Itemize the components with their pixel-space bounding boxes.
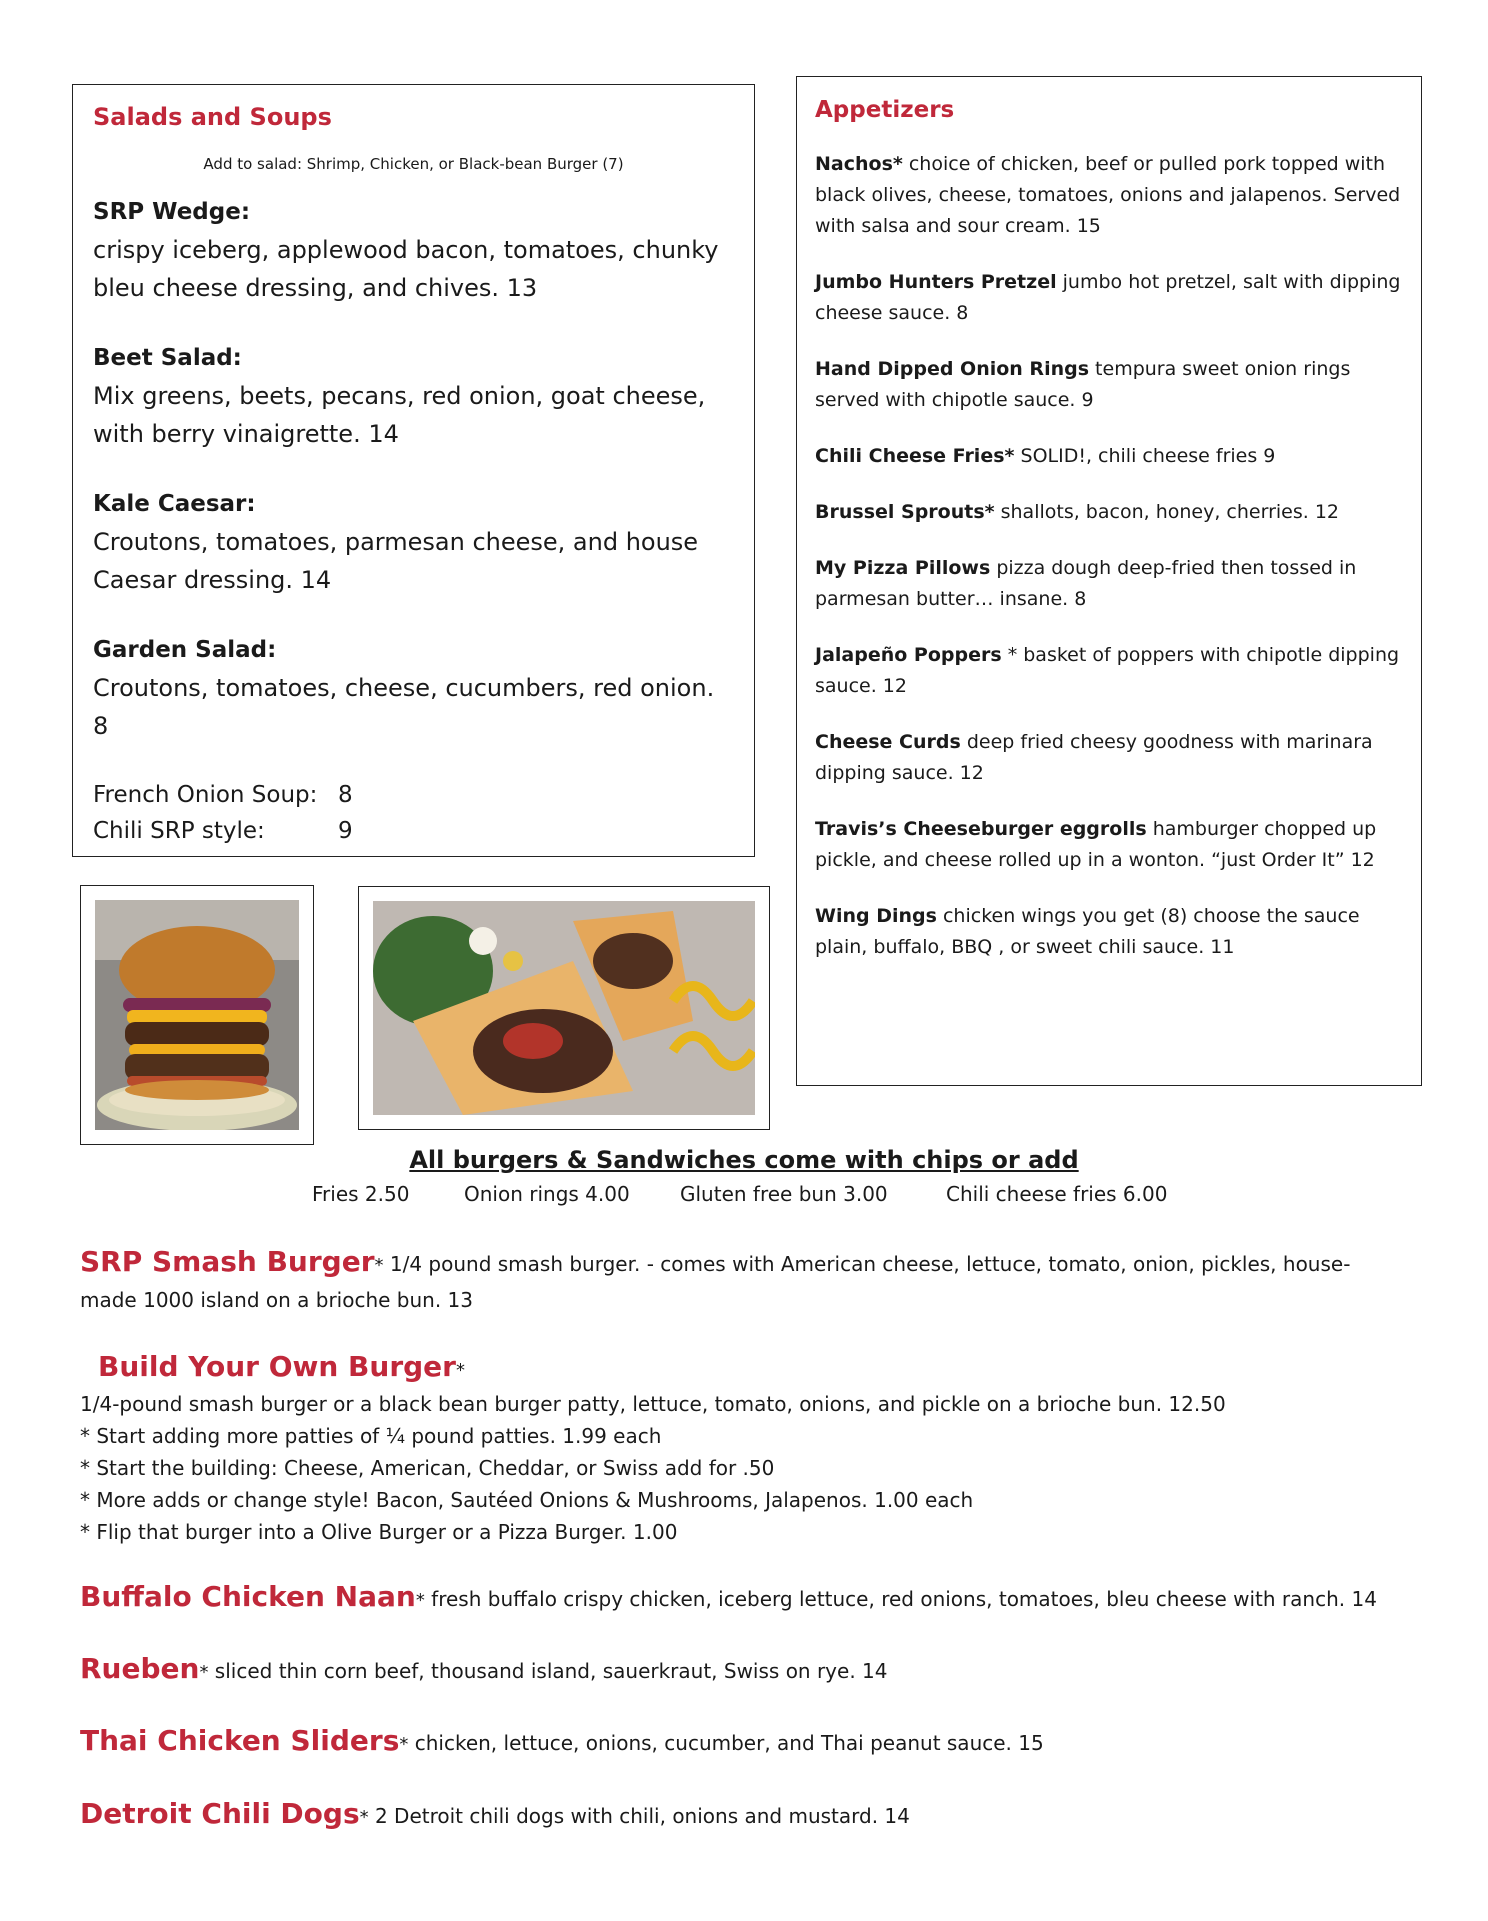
- entree-name: Buffalo Chicken Naan: [80, 1580, 416, 1613]
- entree-star: *: [374, 1255, 384, 1276]
- appetizer-name: Brussel Sprouts*: [815, 501, 995, 523]
- appetizer-item: [815, 640, 1403, 702]
- appetizer-desc: choice of chicken, beef or pulled pork topped with black olives, cheese, tomatoes, onions and jalapenos. Served with salsa and sour cream. 15: [815, 153, 1401, 237]
- eggroll-photo-image: [373, 901, 755, 1115]
- entree-star: *: [399, 1734, 409, 1755]
- appetizer-item: [815, 441, 1403, 472]
- sides-heading: All burgers & Sandwiches come with chips or add: [409, 1146, 1079, 1174]
- entree-star: *: [455, 1360, 465, 1381]
- burger-photo: [80, 885, 314, 1145]
- entree-name: SRP Smash Burger: [80, 1245, 375, 1278]
- appetizer-name: Travis’s Cheeseburger eggrolls: [815, 818, 1147, 840]
- salad-desc: Croutons, tomatoes, parmesan cheese, and house Caesar dressing. 14: [93, 528, 699, 594]
- salad-name: SRP Wedge:: [93, 199, 251, 225]
- appetizer-desc: * basket of poppers with chipotle dipping sauce. 12: [815, 644, 1400, 697]
- side-option: Fries 2.50: [312, 1182, 410, 1206]
- appetizers-section: [796, 76, 1422, 1086]
- entree-star: *: [415, 1590, 425, 1611]
- salad-name: Garden Salad:: [93, 637, 277, 663]
- entree-desc: 1/4 pound smash burger. - comes with American cheese, lettuce, tomato, onion, pickles, house-made 1000 island on a brioche bun. 13: [80, 1252, 1351, 1312]
- appetizer-name: Jumbo Hunters Pretzel: [815, 271, 1057, 293]
- salad-desc: Croutons, tomatoes, cheese, cucumbers, red onion. 8: [93, 674, 715, 740]
- appetizer-item: [815, 901, 1403, 963]
- appetizer-item: [815, 354, 1403, 416]
- byo-line: * Flip that burger into a Olive Burger or a Pizza Burger. 1.00: [80, 1520, 678, 1544]
- appetizer-item: [815, 497, 1403, 528]
- salad-item: [93, 631, 734, 745]
- salad-desc: crispy iceberg, applewood bacon, tomatoes, chunky bleu cheese dressing, and chives. 13: [93, 236, 719, 302]
- appetizer-name: Hand Dipped Onion Rings: [815, 358, 1090, 380]
- appetizer-name: Cheese Curds: [815, 731, 961, 753]
- entree-star: *: [359, 1807, 369, 1828]
- salads-title: Salads and Soups: [93, 103, 332, 131]
- appetizer-name: My Pizza Pillows: [815, 557, 991, 579]
- salad-name: Beet Salad:: [93, 345, 242, 371]
- entree-star: *: [199, 1662, 209, 1683]
- soup-name: Chili SRP style:: [93, 818, 265, 844]
- side-option: Gluten free bun 3.00: [680, 1182, 888, 1206]
- byo-line: 1/4-pound smash burger or a black bean burger patty, lettuce, tomato, onions, and pickle on a brioche bun. 12.50: [80, 1392, 1226, 1416]
- soup-price: 8: [338, 782, 353, 808]
- appetizer-desc: tempura sweet onion rings served with chipotle sauce. 9: [815, 358, 1351, 411]
- entree-desc: 2 Detroit chili dogs with chili, onions and mustard. 14: [368, 1804, 910, 1828]
- entree-build-your-own-burger: [80, 1350, 1440, 1548]
- side-option: Onion rings 4.00: [464, 1182, 630, 1206]
- appetizer-desc: shallots, bacon, honey, cherries. 12: [994, 501, 1340, 523]
- appetizer-desc: pizza dough deep-fried then tossed in parmesan butter… insane. 8: [815, 557, 1357, 610]
- salad-desc: Mix greens, beets, pecans, red onion, goat cheese, with berry vinaigrette. 14: [93, 382, 706, 448]
- entree-name: Thai Chicken Sliders: [80, 1724, 400, 1757]
- salad-name: Kale Caesar:: [93, 491, 256, 517]
- byo-options: [80, 1388, 1440, 1548]
- appetizer-item: [815, 267, 1403, 329]
- appetizer-desc: chicken wings you get (8) choose the sauce plain, buffalo, BBQ , or sweet chili sauce. 11: [815, 905, 1360, 958]
- appetizer-desc: jumbo hot pretzel, salt with dipping cheese sauce. 8: [815, 271, 1401, 324]
- entree-srp-smash-burger: [80, 1245, 1380, 1317]
- soup-row: [93, 777, 734, 813]
- appetizer-item: [815, 553, 1403, 615]
- burger-photo-image: [95, 900, 299, 1130]
- entree-desc: fresh buffalo crispy chicken, iceberg lettuce, red onions, tomatoes, bleu cheese with ranch. 14: [424, 1587, 1377, 1611]
- side-option: Chili cheese fries 6.00: [946, 1182, 1168, 1206]
- eggroll-photo: [358, 886, 770, 1130]
- appetizer-name: Wing Dings: [815, 905, 937, 927]
- byo-line: * Start the building: Cheese, American, Cheddar, or Swiss add for .50: [80, 1456, 775, 1480]
- entree-thai-chicken-sliders: [80, 1724, 1440, 1762]
- byo-line: * Start adding more patties of ¼ pound patties. 1.99 each: [80, 1424, 662, 1448]
- salad-item: [93, 485, 734, 599]
- soup-price: 9: [338, 818, 353, 844]
- salad-add-note: Add to salad: Shrimp, Chicken, or Black-bean Burger (7): [203, 155, 624, 173]
- byo-line: * More adds or change style! Bacon, Sautéed Onions & Mushrooms, Jalapenos. 1.00 each: [80, 1488, 974, 1512]
- appetizers-title: Appetizers: [815, 97, 955, 123]
- entree-name: Detroit Chili Dogs: [80, 1797, 360, 1830]
- appetizer-name: Jalapeño Poppers: [815, 644, 1002, 666]
- appetizer-item: [815, 814, 1403, 876]
- entree-detroit-chili-dogs: [80, 1797, 1440, 1835]
- entree-name: Build Your Own Burger: [98, 1350, 456, 1383]
- appetizer-item: [815, 149, 1403, 242]
- salad-item: [93, 339, 734, 453]
- soup-name: French Onion Soup:: [93, 782, 318, 808]
- entree-desc: sliced thin corn beef, thousand island, sauerkraut, Swiss on rye. 14: [208, 1659, 888, 1683]
- salad-item: [93, 193, 734, 307]
- appetizer-name: Nachos*: [815, 153, 903, 175]
- appetizer-desc: hamburger chopped up pickle, and cheese rolled up in a wonton. “just Order It” 12: [815, 818, 1377, 871]
- soup-row: [93, 813, 734, 849]
- appetizer-name: Chili Cheese Fries*: [815, 445, 1015, 467]
- appetizer-desc: SOLID!, chili cheese fries 9: [1014, 445, 1276, 467]
- entree-rueben: [80, 1652, 1440, 1690]
- appetizer-item: [815, 727, 1403, 789]
- entree-desc: chicken, lettuce, onions, cucumber, and Thai peanut sauce. 15: [408, 1731, 1044, 1755]
- salads-soups-section: [72, 84, 755, 857]
- entree-buffalo-chicken-naan: [80, 1580, 1440, 1618]
- entree-name: Rueben: [80, 1652, 200, 1685]
- appetizer-desc: deep fried cheesy goodness with marinara dipping sauce. 12: [815, 731, 1373, 784]
